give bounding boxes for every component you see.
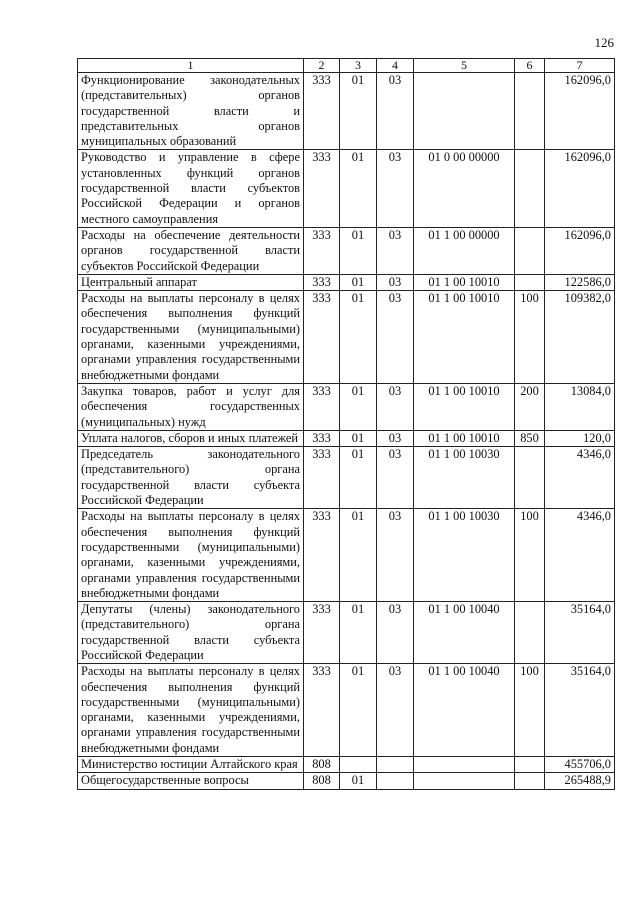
- table-row: [78, 383, 615, 430]
- expense-type-cell: [515, 602, 545, 664]
- target-article-cell: 01 1 00 10030: [414, 447, 515, 509]
- header-row: [78, 59, 615, 73]
- section-code-cell: 01: [340, 602, 377, 664]
- row-name-cell: Расходы на выплаты персоналу в целях обеспечения выполнения функций государственными (муниципальными) органами, казенными учреждениями, органами управления государственными внебюджетными фондами: [78, 509, 304, 602]
- row-name-cell: Уплата налогов, сборов и иных платежей: [78, 430, 304, 446]
- table-row: [78, 73, 615, 150]
- subsection-code-cell: 03: [377, 150, 414, 227]
- target-article-cell: 01 1 00 10030: [414, 509, 515, 602]
- target-article-cell: 01 1 00 10010: [414, 383, 515, 430]
- subsection-code-cell: 03: [377, 430, 414, 446]
- table-row: [78, 664, 615, 757]
- subsection-code-cell: 03: [377, 509, 414, 602]
- table-row: [78, 773, 615, 789]
- amount-cell: 162096,0: [545, 150, 615, 227]
- subsection-code-cell: [377, 757, 414, 773]
- subsection-code-cell: 03: [377, 602, 414, 664]
- amount-cell: 4346,0: [545, 447, 615, 509]
- target-article-cell: 01 1 00 10040: [414, 602, 515, 664]
- expense-type-cell: [515, 150, 545, 227]
- table-row: [78, 430, 615, 446]
- ministry-code-cell: 333: [304, 383, 340, 430]
- column-header-5: 5: [414, 59, 515, 73]
- expense-type-cell: 100: [515, 664, 545, 757]
- row-name-cell: Расходы на выплаты персоналу в целях обеспечения выполнения функций государственными (муниципальными) органами, казенными учреждениями, органами управления государственными внебюджетными фондами: [78, 291, 304, 384]
- column-header-2: 2: [304, 59, 340, 73]
- target-article-cell: [414, 773, 515, 789]
- section-code-cell: [340, 757, 377, 773]
- ministry-code-cell: 333: [304, 227, 340, 274]
- section-code-cell: 01: [340, 773, 377, 789]
- amount-cell: 35164,0: [545, 664, 615, 757]
- ministry-code-cell: 333: [304, 430, 340, 446]
- section-code-cell: 01: [340, 227, 377, 274]
- row-name-cell: Закупка товаров, работ и услуг для обеспечения государственных (муниципальных) нужд: [78, 383, 304, 430]
- target-article-cell: 01 1 00 10040: [414, 664, 515, 757]
- target-article-cell: 01 1 00 10010: [414, 430, 515, 446]
- amount-cell: 265488,9: [545, 773, 615, 789]
- subsection-code-cell: 03: [377, 291, 414, 384]
- column-header-3: 3: [340, 59, 377, 73]
- subsection-code-cell: 03: [377, 227, 414, 274]
- section-code-cell: 01: [340, 447, 377, 509]
- table-row: [78, 447, 615, 509]
- section-code-cell: 01: [340, 664, 377, 757]
- target-article-cell: 01 1 00 10010: [414, 274, 515, 290]
- table-row: [78, 602, 615, 664]
- row-name-cell: Общегосударственные вопросы: [78, 773, 304, 789]
- section-code-cell: 01: [340, 73, 377, 150]
- row-name-cell: Функционирование законодательных (представительных) органов государственной власти и представительных органов муниципальных образований: [78, 73, 304, 150]
- column-header-1: 1: [78, 59, 304, 73]
- amount-cell: 120,0: [545, 430, 615, 446]
- ministry-code-cell: 333: [304, 274, 340, 290]
- expense-type-cell: 200: [515, 383, 545, 430]
- row-name-cell: Председатель законодательного (представительного) органа государственной власти субъекта Российской Федерации: [78, 447, 304, 509]
- expense-type-cell: [515, 773, 545, 789]
- section-code-cell: 01: [340, 274, 377, 290]
- amount-cell: 4346,0: [545, 509, 615, 602]
- table-row: [78, 150, 615, 227]
- table-row: [78, 509, 615, 602]
- ministry-code-cell: 808: [304, 757, 340, 773]
- expense-type-cell: 850: [515, 430, 545, 446]
- subsection-code-cell: 03: [377, 73, 414, 150]
- amount-cell: 162096,0: [545, 227, 615, 274]
- row-name-cell: Расходы на выплаты персоналу в целях обеспечения выполнения функций государственными (муниципальными) органами, казенными учреждениями, органами управления государственными внебюджетными фондами: [78, 664, 304, 757]
- expense-type-cell: [515, 227, 545, 274]
- amount-cell: 455706,0: [545, 757, 615, 773]
- amount-cell: 109382,0: [545, 291, 615, 384]
- amount-cell: 35164,0: [545, 602, 615, 664]
- table-row: [78, 274, 615, 290]
- expense-type-cell: [515, 274, 545, 290]
- amount-cell: 13084,0: [545, 383, 615, 430]
- ministry-code-cell: 333: [304, 509, 340, 602]
- target-article-cell: [414, 73, 515, 150]
- budget-table: [77, 58, 615, 790]
- column-header-7: 7: [545, 59, 615, 73]
- section-code-cell: 01: [340, 150, 377, 227]
- expense-type-cell: [515, 73, 545, 150]
- expense-type-cell: 100: [515, 291, 545, 384]
- column-header-4: 4: [377, 59, 414, 73]
- subsection-code-cell: 03: [377, 274, 414, 290]
- row-name-cell: Центральный аппарат: [78, 274, 304, 290]
- table-row: [78, 757, 615, 773]
- row-name-cell: Руководство и управление в сфере установленных функций органов государственной власти субъектов Российской Федерации и органов местного самоуправления: [78, 150, 304, 227]
- row-name-cell: Расходы на обеспечение деятельности органов государственной власти субъектов Российской Федерации: [78, 227, 304, 274]
- table-row: [78, 227, 615, 274]
- table-body: [78, 73, 615, 790]
- target-article-cell: 01 1 00 10010: [414, 291, 515, 384]
- subsection-code-cell: 03: [377, 664, 414, 757]
- section-code-cell: 01: [340, 291, 377, 384]
- expense-type-cell: [515, 447, 545, 509]
- section-code-cell: 01: [340, 509, 377, 602]
- subsection-code-cell: 03: [377, 383, 414, 430]
- ministry-code-cell: 333: [304, 602, 340, 664]
- page-number: 126: [594, 35, 614, 50]
- amount-cell: 162096,0: [545, 73, 615, 150]
- table-row: [78, 291, 615, 384]
- ministry-code-cell: 333: [304, 664, 340, 757]
- ministry-code-cell: 333: [304, 291, 340, 384]
- expense-type-cell: 100: [515, 509, 545, 602]
- row-name-cell: Депутаты (члены) законодательного (представительного) органа государственной власти субъекта Российской Федерации: [78, 602, 304, 664]
- column-header-6: 6: [515, 59, 545, 73]
- section-code-cell: 01: [340, 383, 377, 430]
- expense-type-cell: [515, 757, 545, 773]
- section-code-cell: 01: [340, 430, 377, 446]
- target-article-cell: 01 0 00 00000: [414, 150, 515, 227]
- ministry-code-cell: 333: [304, 150, 340, 227]
- subsection-code-cell: 03: [377, 447, 414, 509]
- subsection-code-cell: [377, 773, 414, 789]
- ministry-code-cell: 808: [304, 773, 340, 789]
- amount-cell: 122586,0: [545, 274, 615, 290]
- ministry-code-cell: 333: [304, 447, 340, 509]
- ministry-code-cell: 333: [304, 73, 340, 150]
- row-name-cell: Министерство юстиции Алтайского края: [78, 757, 304, 773]
- target-article-cell: 01 1 00 00000: [414, 227, 515, 274]
- target-article-cell: [414, 757, 515, 773]
